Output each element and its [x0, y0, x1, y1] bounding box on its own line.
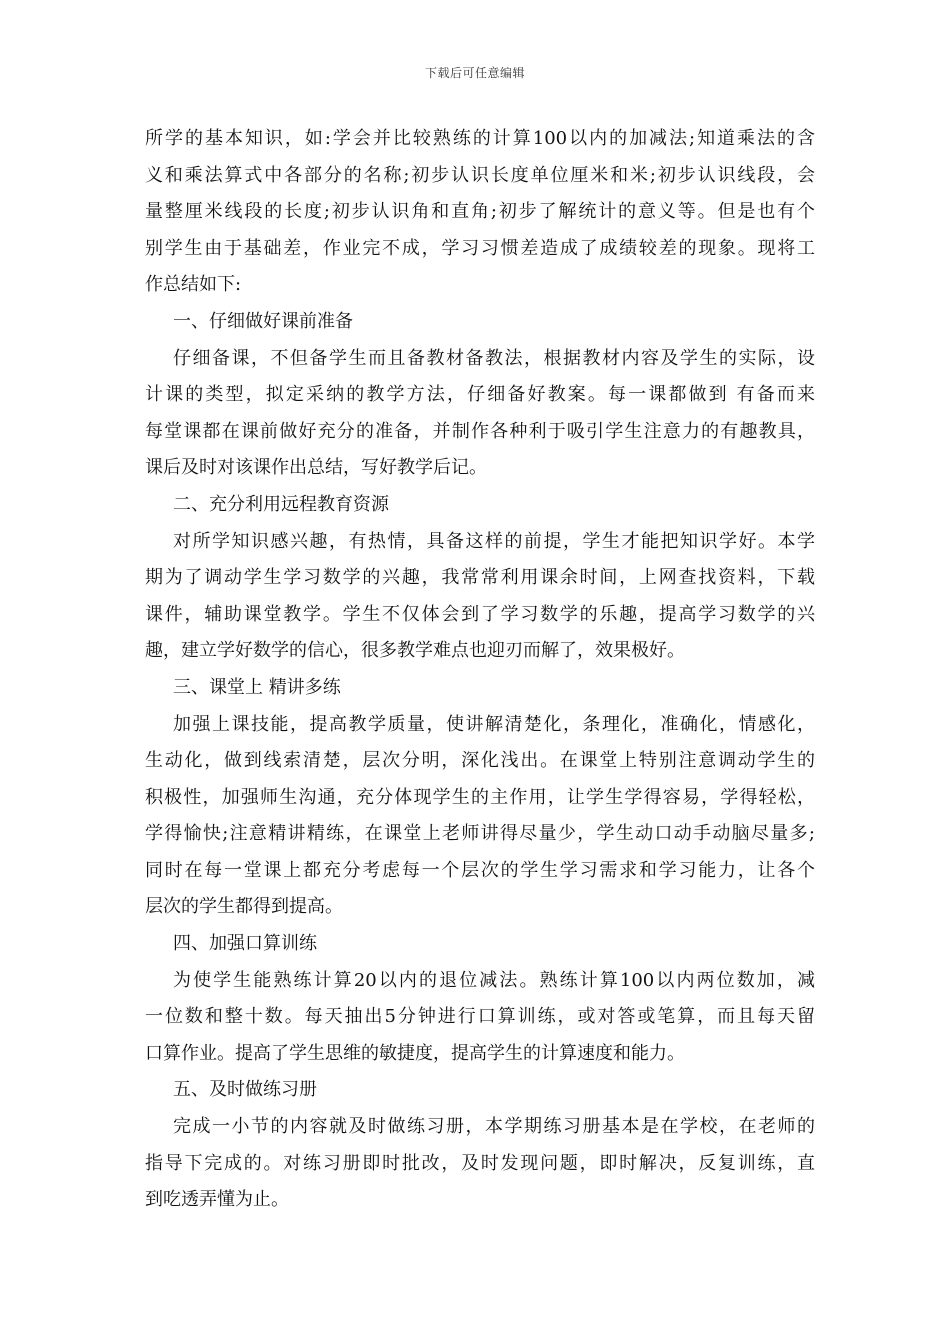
section-heading: 四、加强口算训练	[173, 933, 317, 955]
body-line: 完成一小节的内容就及时做练习册，本学期练习册基本是在学校，在老师的	[173, 1116, 815, 1138]
body-line: 积极性，加强师生沟通，充分体现学生的主作用，让学生学得容易，学得轻松，	[145, 786, 815, 808]
body-line: 课后及时对该课作出总结，写好教学后记。	[145, 457, 487, 479]
page-header: 下载后可任意编辑	[424, 66, 525, 80]
section-heading: 五、及时做练习册	[173, 1079, 317, 1101]
body-line: 期为了调动学生学习数学的兴趣，我常常利用课余时间，上网查找资料，下载	[145, 567, 815, 589]
body-line: 量整厘米线段的长度;初步认识角和直角;初步了解统计的意义等。但是也有个	[145, 201, 815, 223]
section-heading: 二、充分利用远程教育资源	[173, 493, 389, 515]
body-line: 同时在每一堂课上都充分考虑每一个层次的学生学习需求和学习能力，让各个	[145, 859, 815, 881]
body-line: 趣，建立学好数学的信心，很多教学难点也迎刃而解了，效果极好。	[145, 640, 685, 662]
body-line: 指导下完成的。对练习册即时批改，及时发现问题，即时解决，反复训练，直	[145, 1152, 815, 1174]
body-line: 课件，辅助课堂教学。学生不仅体会到了学习数学的乐趣，提高学习数学的兴	[145, 603, 815, 625]
body-line: 到吃透弄懂为止。	[145, 1189, 289, 1211]
body-line: 所学的基本知识，如:学会并比较熟练的计算100以内的加减法;知道乘法的含	[145, 128, 815, 149]
body-line: 一位数和整十数。每天抽出5分钟进行口算训练，或对答或笔算，而且每天留	[145, 1006, 815, 1028]
body-line: 作总结如下:	[145, 274, 242, 296]
body-line: 对所学知识感兴趣，有热情，具备这样的前提，学生才能把知识学好。本学	[173, 530, 815, 552]
body-line: 每堂课都在课前做好充分的准备，并制作各种利于吸引学生注意力的有趣教具，	[145, 420, 815, 442]
body-line: 加强上课技能，提高教学质量，使讲解清楚化，条理化，准确化，情感化，	[173, 713, 815, 735]
section-heading: 三、课堂上 精讲多练	[173, 676, 341, 698]
section-heading: 一、仔细做好课前准备	[173, 310, 353, 332]
body-line: 为使学生能熟练计算20以内的退位减法。熟练计算100以内两位数加，减	[173, 969, 815, 991]
body-line: 学得愉快;注意精讲精练，在课堂上老师讲得尽量少，学生动口动手动脑尽量多;	[145, 823, 815, 845]
body-line: 别学生由于基础差，作业完不成，学习习惯差造成了成绩较差的现象。现将工	[145, 237, 815, 259]
body-line: 仔细备课，不但备学生而且备教材备教法，根据教材内容及学生的实际，设	[173, 347, 815, 369]
body-line: 生动化，做到线索清楚，层次分明，深化浅出。在课堂上特别注意调动学生的	[145, 750, 815, 772]
body-line: 层次的学生都得到提高。	[145, 896, 343, 918]
body-line: 口算作业。提高了学生思维的敏捷度，提高学生的计算速度和能力。	[145, 1042, 685, 1064]
body-line: 计课的类型，拟定采纳的教学方法，仔细备好教案。每一课都做到 有备而来	[145, 384, 815, 406]
body-line: 义和乘法算式中各部分的名称;初步认识长度单位厘米和米;初步认识线段，会	[145, 164, 815, 186]
document-body	[145, 121, 815, 1219]
